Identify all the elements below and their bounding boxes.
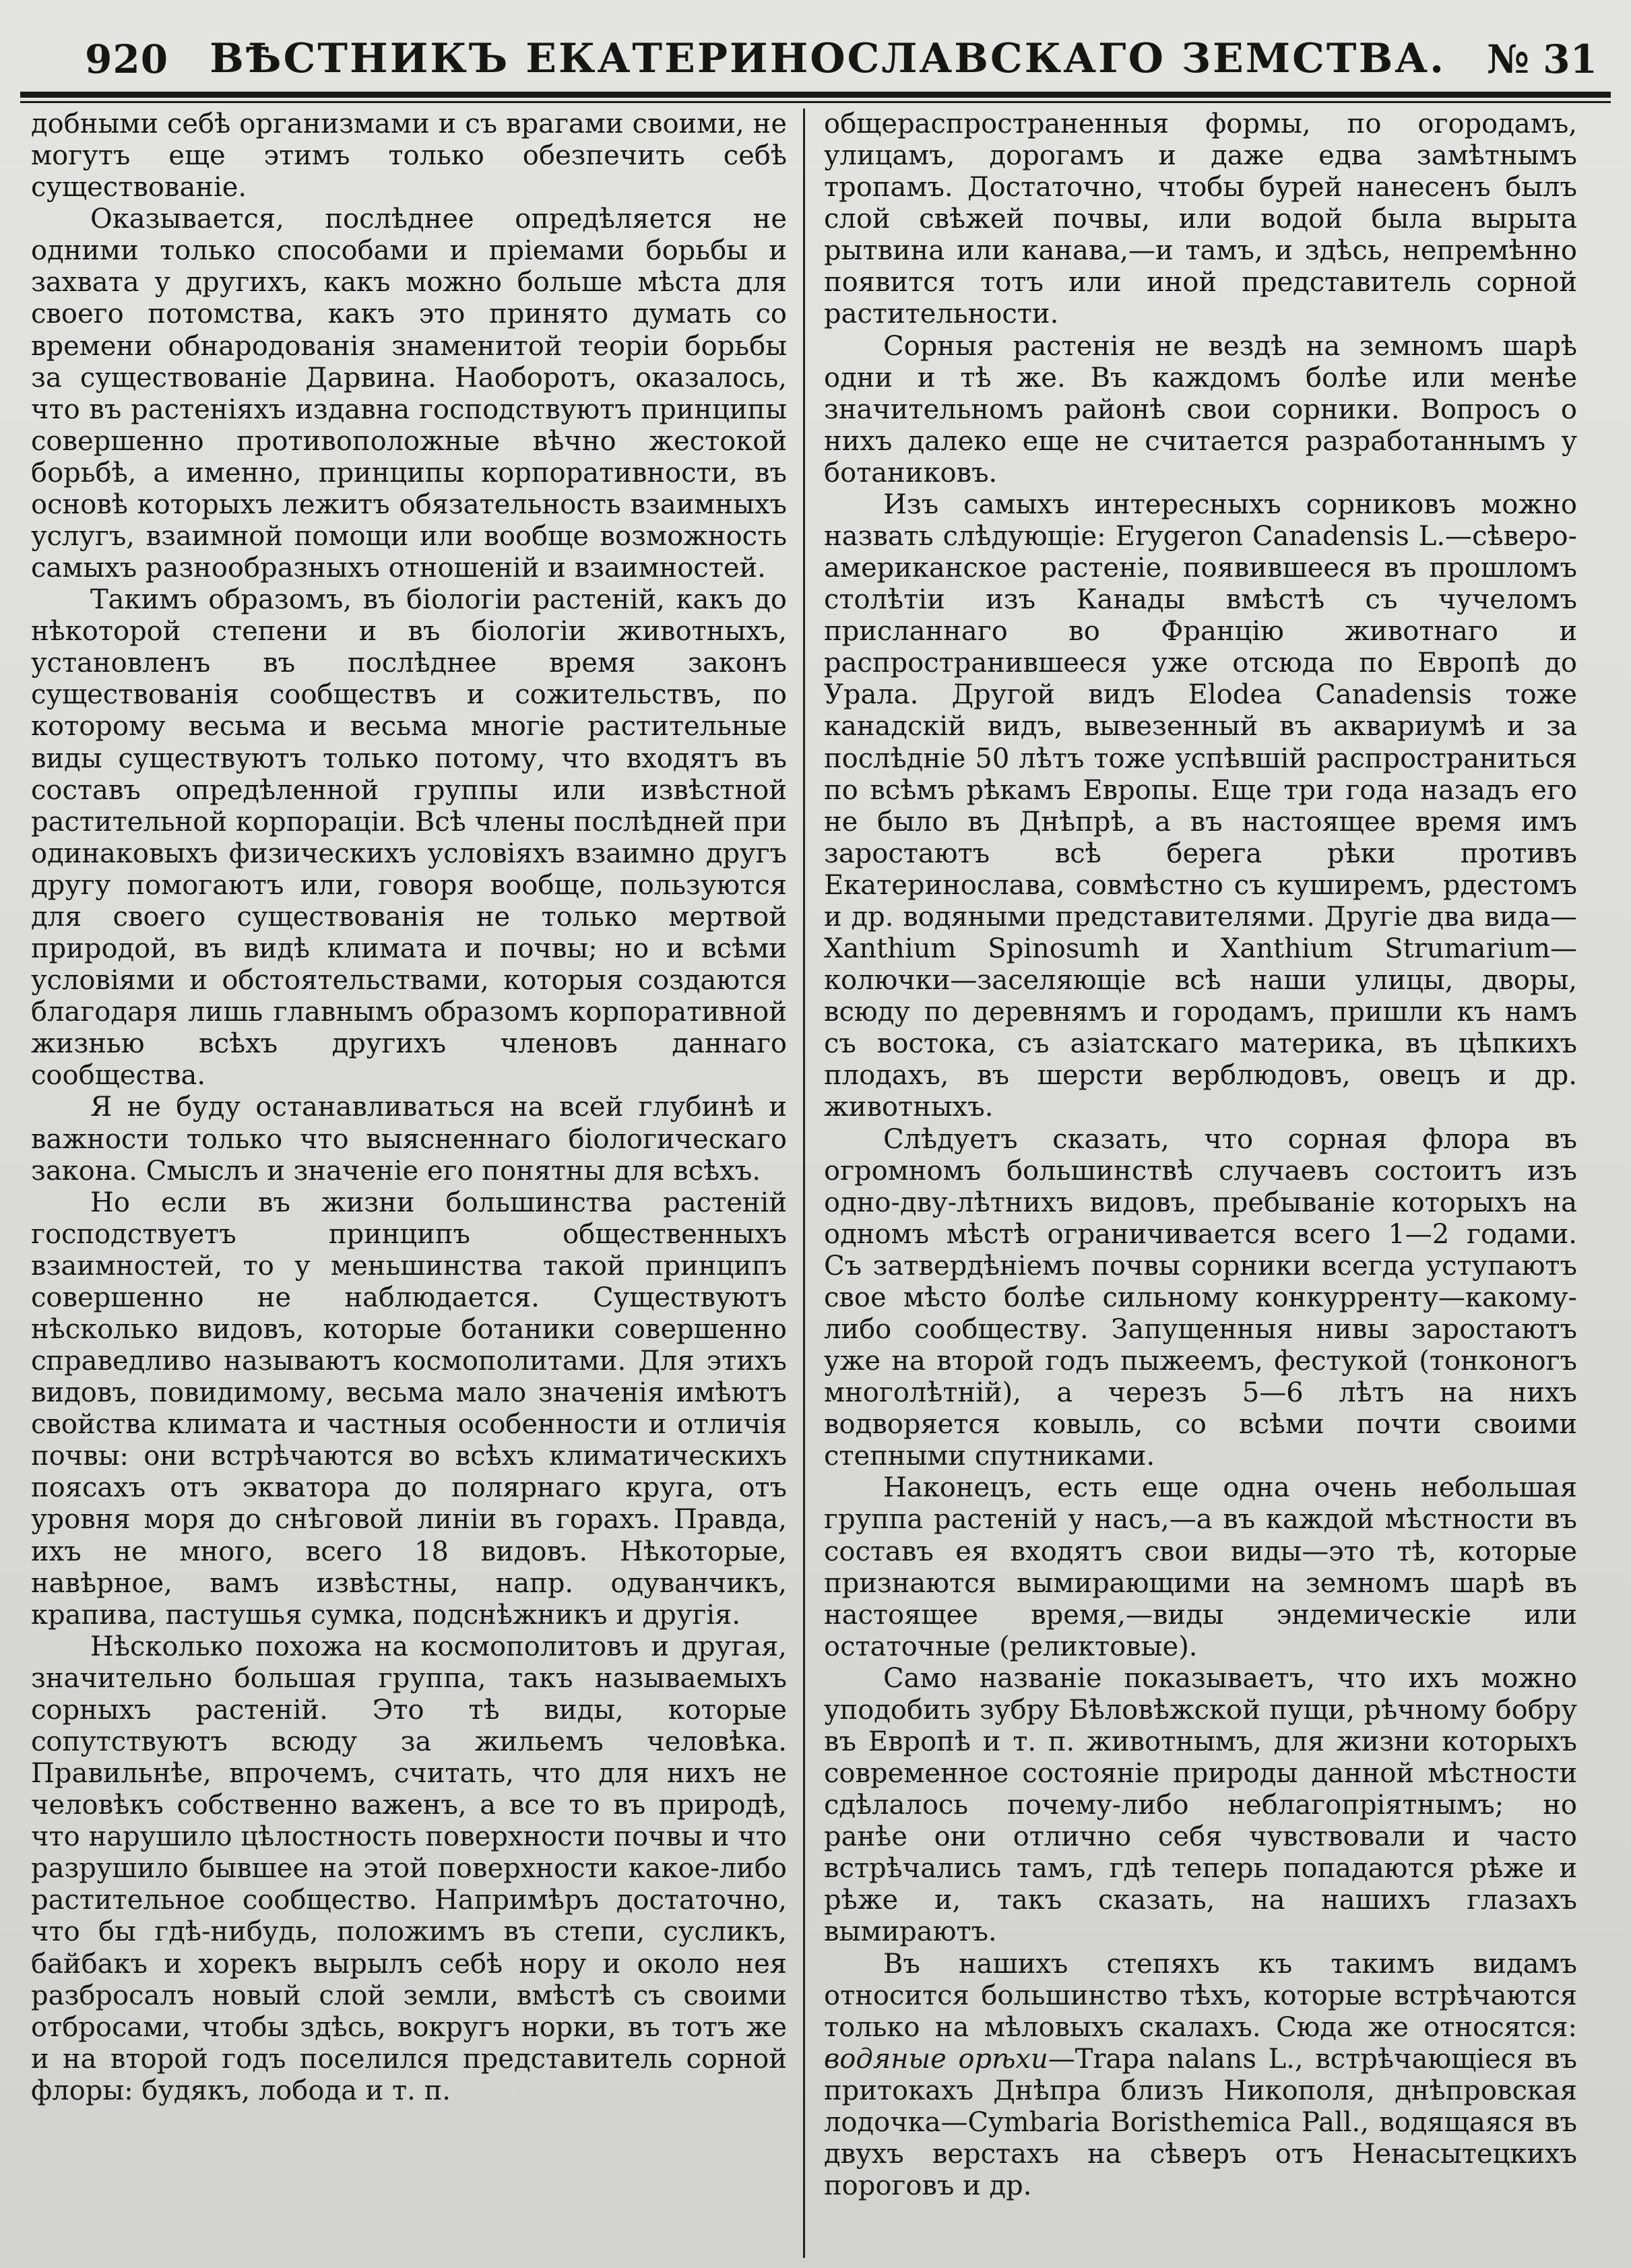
paragraph: Наконецъ, есть еще одна очень небольшая группа растеній у насъ,—а въ каждой мѣстности въ составъ ея входятъ свои виды—это тѣ, которые признаются вымирающими на земномъ шарѣ въ настоящее время,—виды эндемическіе или остаточные (реликтовые).: [824, 1472, 1577, 1662]
issue-number: № 31: [1487, 36, 1597, 82]
paragraph: Я не буду останавливаться на всей глубинѣ и важности только что выясненнаго біологическаго закона. Смыслъ и значеніе его понятны для всѣхъ.: [31, 1092, 787, 1187]
paragraph: Слѣдуетъ сказать, что сорная флора въ огромномъ большинствѣ случаевъ состоитъ изъ одно-дву-лѣтнихъ видовъ, пребываніе которыхъ на одномъ мѣстѣ ограничивается всего 1—2 годами. Съ затвердѣніемъ почвы сорники всегда уступаютъ свое мѣсто болѣе сильному конкурренту—какому-либо сообществу. Запущенныя нивы заростаютъ уже на второй годъ пыжеемъ, фестукой (тонконогъ многолѣтній), а черезъ 5—6 лѣтъ на нихъ водворяется ковыль, со всѣми почти своими степными спутниками.: [824, 1123, 1577, 1472]
paragraph: Оказывается, послѣднее опредѣляется не одними только способами и пріемами борьбы и захвата у другихъ, какъ можно больше мѣста для своего потомства, какъ это принято думать со времени обнародованія знаменитой теоріи борьбы за существованіе Дарвина. Наоборотъ, оказалось, что въ растеніяхъ издавна господствуютъ принципы совершенно противоположные вѣчно жестокой борьбѣ, а именно, принципы корпоративности, въ основѣ которыхъ лежитъ обязательность взаимныхъ услугъ, взаимной помощи или вообще возможность самыхъ разнообразныхъ отношеній и взаимностей.: [31, 203, 787, 584]
page-number: 920: [85, 36, 169, 82]
paragraph: общераспространенныя формы, по огородамъ, улицамъ, дорогамъ и даже едва замѣтнымъ тропамъ. Достаточно, чтобы бурей нанесенъ былъ слой свѣжей почвы, или водой была вырыта рытвина или канава,—и тамъ, и здѣсь, непремѣнно появится тотъ или иной представитель сорной растительности.: [824, 108, 1577, 330]
paragraph: добными себѣ организмами и съ врагами своими, не могутъ еще этимъ только обезпечить себѣ существованіе.: [31, 108, 787, 203]
paragraph: Сорныя растенія не вездѣ на земномъ шарѣ одни и тѣ же. Въ каждомъ болѣе или менѣе значительномъ районѣ свои сорники. Вопросъ о нихъ далеко еще не считается разработаннымъ у ботаниковъ.: [824, 330, 1577, 489]
paragraph-last: [824, 1949, 1577, 2203]
article-columns: [20, 108, 1611, 2258]
header-rule-thick: [20, 92, 1611, 98]
column-divider: [803, 108, 805, 2258]
italic-term: водяные орѣхи: [824, 2043, 1048, 2075]
text-run: Въ нашихъ степяхъ къ такимъ видамъ относится большинство тѣхъ, которые встрѣчаются только на мѣловыхъ скалахъ. Сюда же относятся:: [824, 1948, 1577, 2043]
paragraph: Нѣсколько похожа на космополитовъ и другая, значительно большая группа, такъ называемыхъ сорныхъ растеній. Это тѣ виды, которые сопутствуютъ всюду за жильемъ человѣка. Правильнѣе, впрочемъ, считать, что для нихъ не человѣкъ собственно важенъ, а все то въ природѣ, что нарушило цѣлостность поверхности почвы и что разрушило бывшее на этой поверхности какое-либо растительное сообщество. Напримѣръ достаточно, что бы гдѣ-нибудь, положимъ въ степи, сусликъ, байбакъ и хорекъ вырылъ себѣ нору и около нея разбросалъ новый слой земли, вмѣстѣ съ своими отбросами, чтобы здѣсь, вокругъ норки, въ тотъ же и на второй годъ поселился представитель сорной флоры: будякъ, лобода и т. п.: [31, 1631, 787, 2106]
right-column: [808, 108, 1588, 2258]
paragraph: Само названіе показываетъ, что ихъ можно уподобить зубру Бѣловѣжской пущи, рѣчному бобру въ Европѣ и т. п. животнымъ, для жизни которыхъ современное состояніе природы данной мѣстности сдѣлалось почему-либо неблагопріятнымъ; но ранѣе они отлично себя чувствовали и часто встрѣчались тамъ, гдѣ теперь попадаются рѣже и рѣже и, такъ сказать, на нашихъ глазахъ вымираютъ.: [824, 1662, 1577, 1948]
paragraph: Такимъ образомъ, въ біологіи растеній, какъ до нѣкоторой степени и въ біологіи животныхъ, установленъ въ послѣднее время законъ существованія сообществъ и сожительствъ, по которому весьма и весьма многіе растительные виды существуютъ только потому, что входятъ въ составъ опредѣленной группы или извѣстной растительной корпораціи. Всѣ члены послѣдней при одинаковыхъ физическихъ условіяхъ взаимно другъ другу помогаютъ или, говоря вообще, пользуются для своего существованія не только мертвой природой, въ видѣ климата и почвы; но и всѣми условіями и обстоятельствами, которыя создаются благодаря лишь главнымъ образомъ корпоративной жизнью всѣхъ другихъ членовъ даннаго сообщества.: [31, 584, 787, 1092]
paragraph: Изъ самыхъ интересныхъ сорниковъ можно назвать слѣдующіе: Erygeron Canadensis L.—сѣверо-американское растеніе, появившееся въ прошломъ столѣтіи изъ Канады вмѣстѣ съ чучеломъ присланнаго во Францію животнаго и распространившееся уже отсюда по Европѣ до Урала. Другой видъ Elodea Canadensis тоже канадскій видъ, вывезенный въ аквариумѣ и за послѣдніе 50 лѣтъ тоже успѣвшій распространиться по всѣмъ рѣкамъ Европы. Еще три года назадъ его не было въ Днѣпрѣ, а въ настоящее время имъ заростаютъ всѣ берега рѣки противъ Екатеринослава, совмѣстно съ куширемъ, рдестомъ и др. водяными представителями. Другіе два вида—Xanthium Spinosumh и Xanthium Strumarium—колючки—заселяющіе всѣ наши улицы, дворы, всюду по деревнямъ и городамъ, пришли къ намъ съ востока, съ азіатскаго материка, въ цѣпкихъ плодахъ, въ шерсти верблюдовъ, овецъ и др. животныхъ.: [824, 489, 1577, 1123]
text-run: —Trapa nalans L., встрѣчающіеся въ притокахъ Днѣпра близъ Никополя, днѣпровская лодочка—Cymbaria Boristhemica Pall., водящаяся въ двухъ верстахъ на сѣверъ отъ Ненасытецкихъ пороговъ и др.: [824, 2043, 1577, 2202]
page-header: [20, 20, 1611, 82]
paragraph: Но если въ жизни большинства растеній господствуетъ принципъ общественныхъ взаимностей, то у меньшинства такой принципъ совершенно не наблюдается. Существуютъ нѣсколько видовъ, которые ботаники совершенно справедливо называютъ космополитами. Для этихъ видовъ, повидимому, весьма мало значенія имѣютъ свойства климата и частныя особенности и отличія почвы: они встрѣчаются во всѣхъ климатическихъ поясахъ отъ экватора до полярнаго круга, отъ уровня моря до снѣговой линіи въ горахъ. Правда, ихъ не много, всего 18 видовъ. Нѣкоторые, навѣрное, вамъ извѣстны, напр. одуванчикъ, крапива, пастушья сумка, подснѣжникъ и другія.: [31, 1187, 787, 1631]
journal-title: ВѢСТНИКЪ ЕКАТЕРИНОСЛАВСКАГО ЗЕМСТВА.: [210, 35, 1446, 82]
left-column: [20, 108, 800, 2258]
header-rule-thin: [20, 101, 1611, 103]
